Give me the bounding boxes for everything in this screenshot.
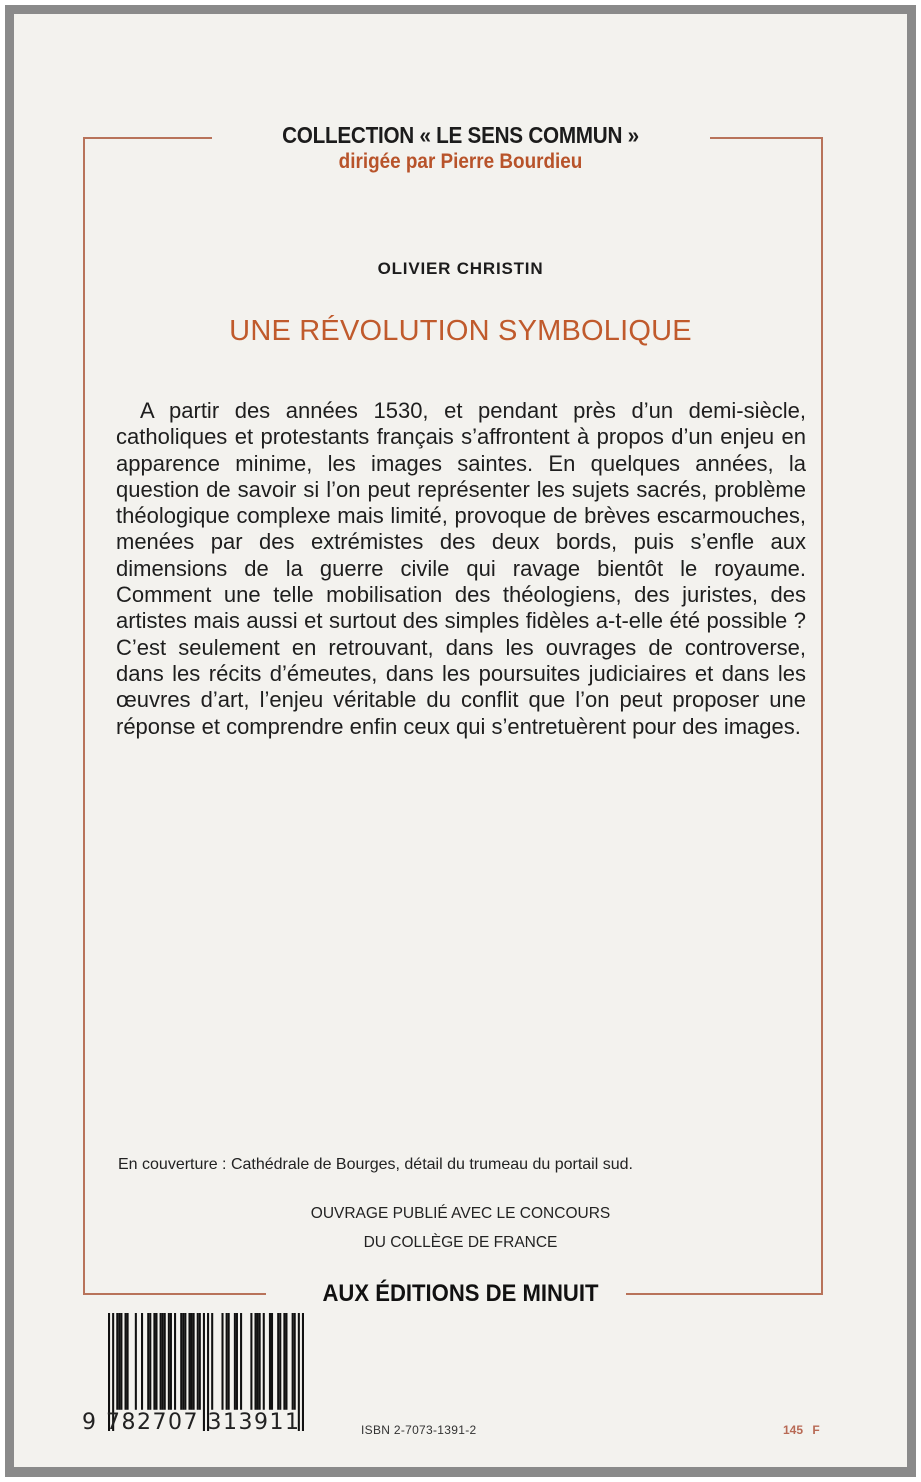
author-name: OLIVIER CHRISTIN xyxy=(377,259,544,278)
price-label: 145 F xyxy=(783,1423,820,1437)
support-line-2: DU COLLÈGE DE FRANCE xyxy=(363,1234,558,1251)
collection-director: dirigée par Pierre Bourdieu xyxy=(338,150,583,173)
barcode-digits: 9 782707 313911 xyxy=(82,1410,301,1435)
book-title: UNE RÉVOLUTION SYMBOLIQUE xyxy=(229,315,692,347)
isbn-number: ISBN 2-7073-1391-2 xyxy=(361,1423,477,1437)
cover-illustration-note: En couverture : Cathédrale de Bourges, détail du trumeau du portail sud. xyxy=(118,1156,633,1173)
blurb-paragraph: A partir des années 1530, et pendant près d’un demi-siècle, catholiques et protestants français s’affrontent à propos d’un enjeu en apparence minime, les images saintes. En quelques années, la question de savoir si l’on peut représenter les sujets sacrés, problème théologique complexe mais limité, provoque de brèves escarmouches, menées par des extrémistes des deux bords, puis s’enfle aux dimensions de la guerre civile qui ravage bientôt le royaume. Comment une telle mobilisation des théologiens, des juristes, des artistes mais aussi et surtout des simples fidèles a-t-elle été possible ? C’est seulement en retrouvant, dans les ouvrages de controverse, dans les récits d’émeutes, dans les poursuites judiciaires et dans les œuvres d’art, l’enjeu véritable du conflit que l’on peut proposer une réponse et comprendre enfin ceux qui s’entretuèrent pour des images. xyxy=(116,398,806,739)
publisher-name: AUX ÉDITIONS DE MINUIT xyxy=(322,1280,599,1307)
collection-title: COLLECTION « LE SENS COMMUN » xyxy=(282,122,639,148)
support-line-1: OUVRAGE PUBLIÉ AVEC LE CONCOURS xyxy=(310,1205,611,1222)
publication-support xyxy=(0,1199,921,1257)
